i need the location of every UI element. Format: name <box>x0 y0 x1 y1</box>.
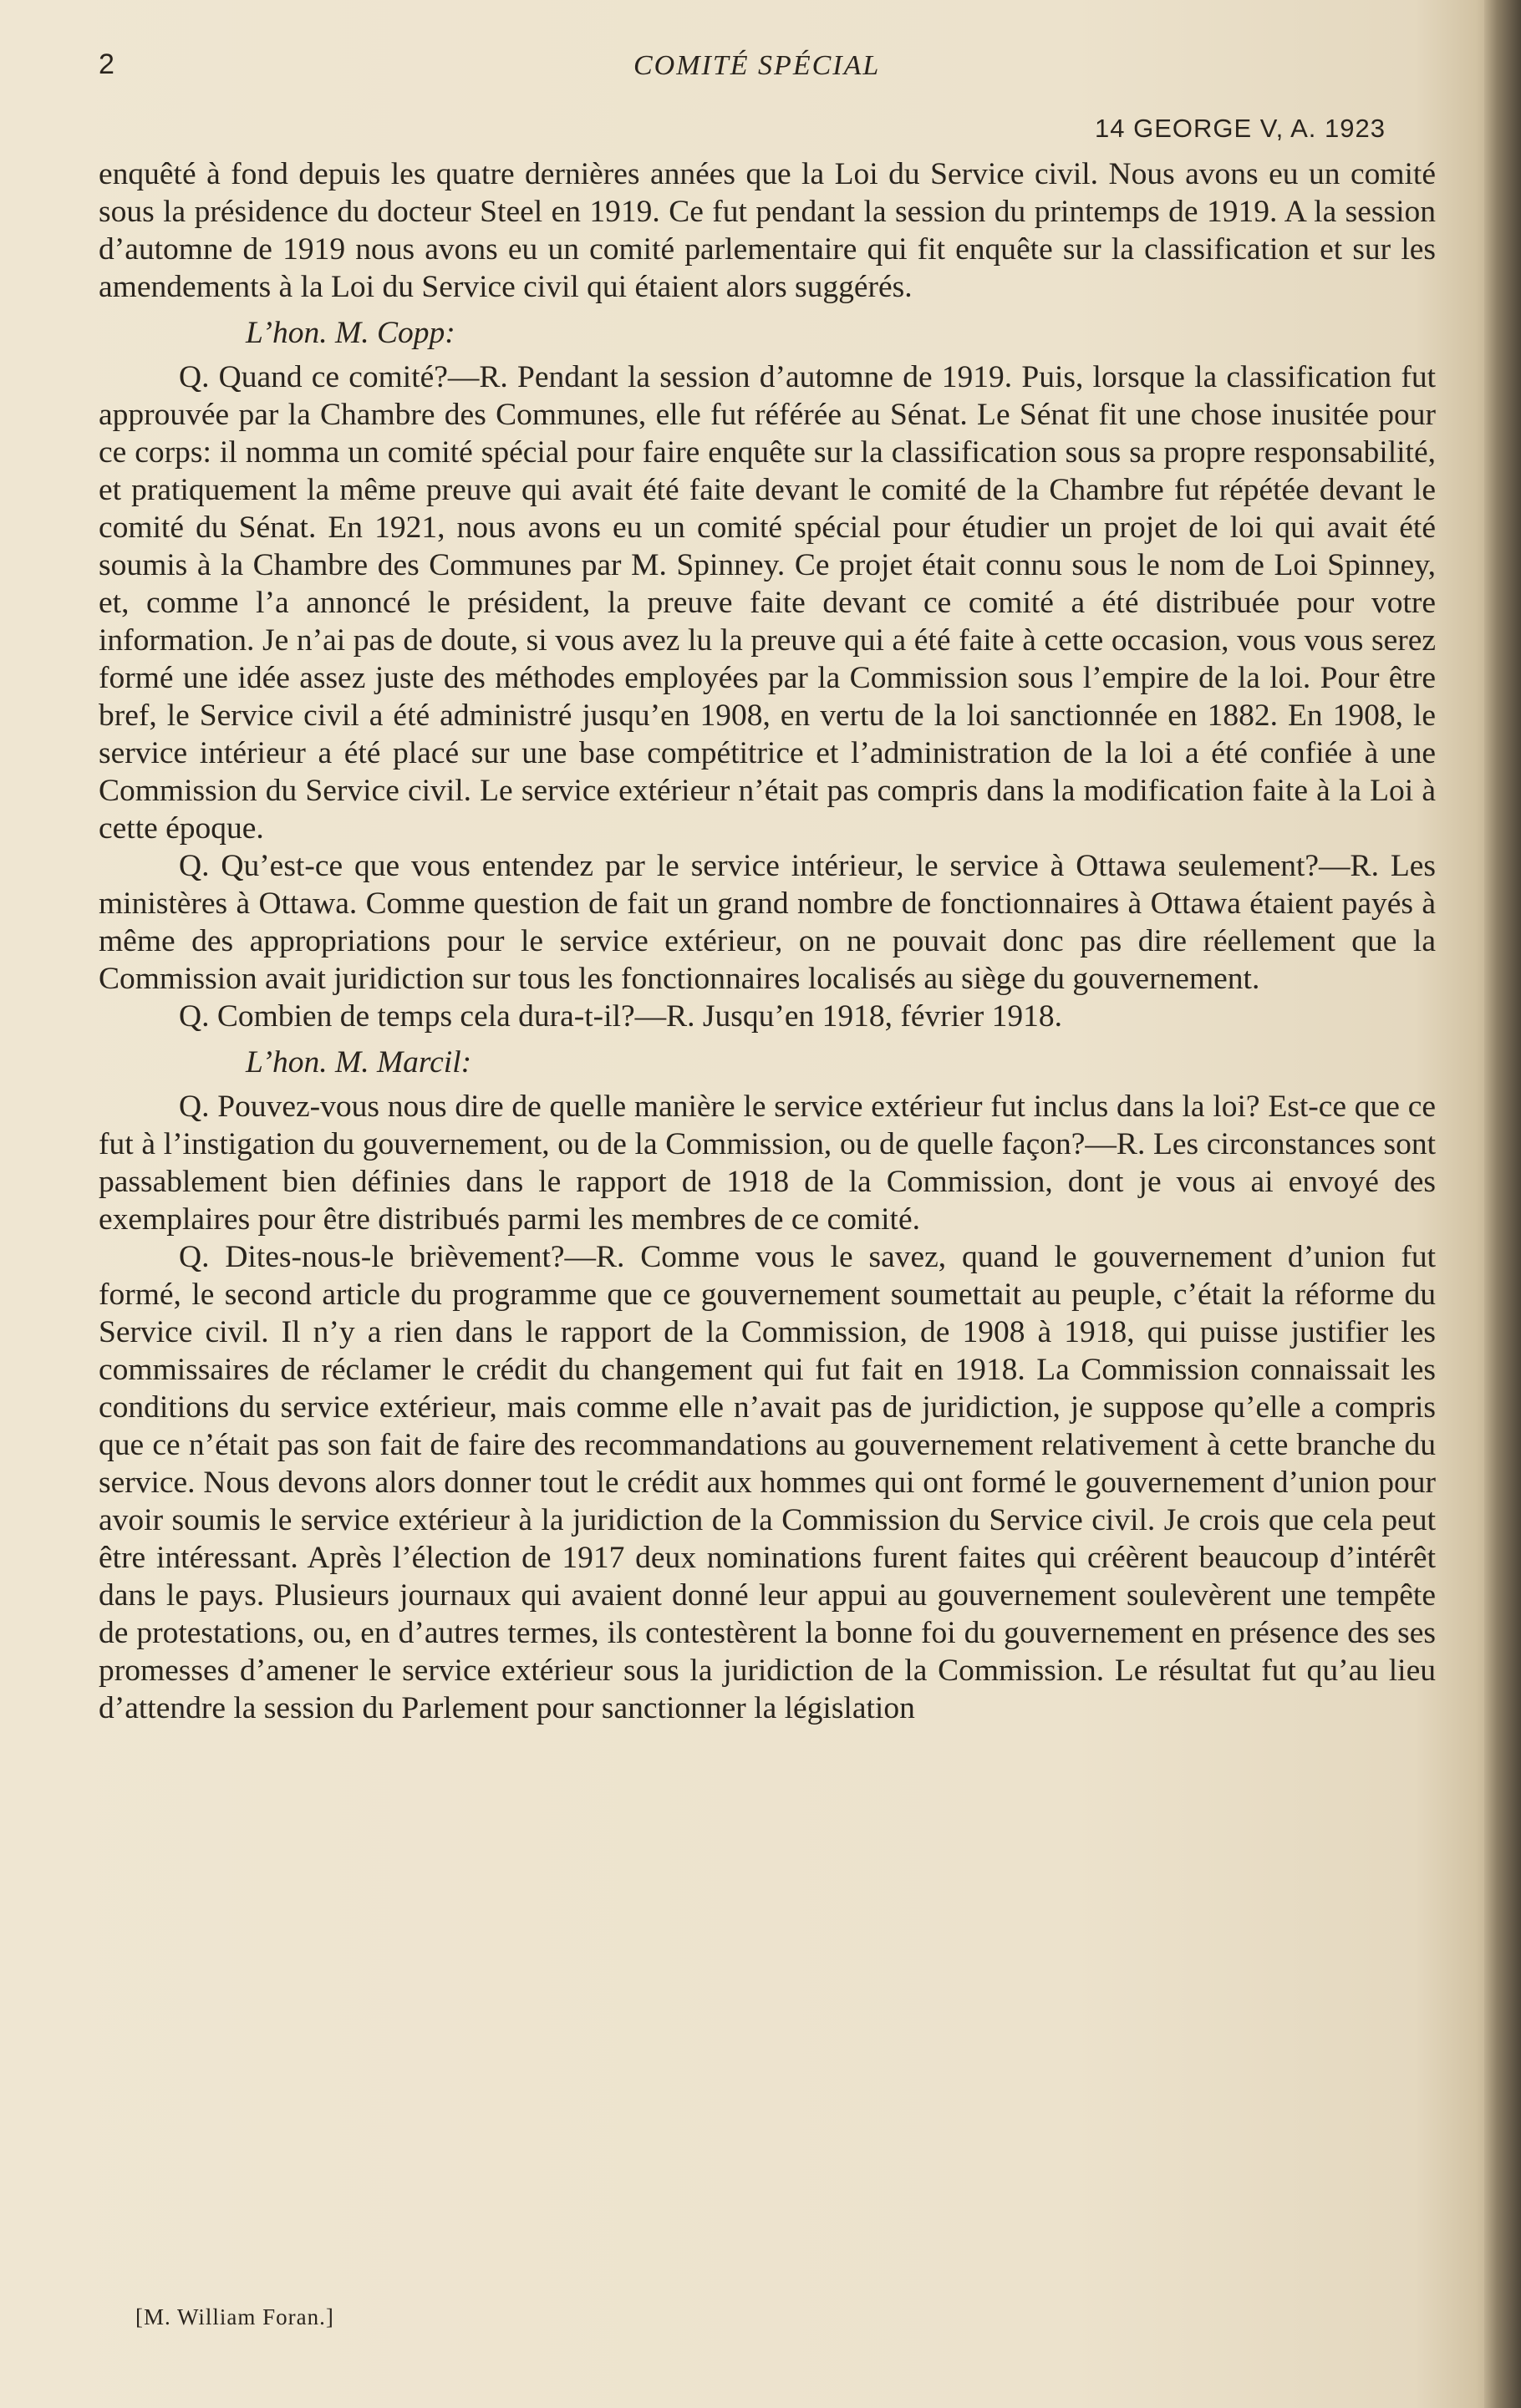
paragraph-qa-2: Q. Qu’est-ce que vous entendez par le service intérieur, le service à Ottawa seulement?—R. Les ministères à Ottawa. Comme question de fait un grand nombre de fonctionnaires à Ottawa étaient payés à même des appropriations pour le service extérieur, on ne pouvait donc pas dire réellement que la Commission avait juridiction sur tous les fonctionnaires localisés au siège du gouvernement. <box>99 849 1436 996</box>
witness-footer-note: [M. William Foran.] <box>135 2304 334 2329</box>
paragraph-qa-3: Q. Combien de temps cela dura-t-il?—R. Jusqu’en 1918, février 1918. <box>179 999 1063 1034</box>
speaker-heading-marcil: L’hon. M. Marcil: <box>246 1045 472 1080</box>
book-binding-edge <box>1484 0 1521 2408</box>
paragraph-qa-4: Q. Pouvez-vous nous dire de quelle manière le service extérieur fut inclus dans la loi? Est-ce que ce fut à l’instigation du gouvernement, ou de la Commission, ou de quelle façon?—R. Les circonstances sont passablement bien définies dans le rapport de 1918 de la Commission, dont je vous ai envoyé des exemplaires pour être distribués parmi les membres de ce comité. <box>99 1090 1436 1237</box>
paragraph-continuation: enquêté à fond depuis les quatre dernières années que la Loi du Service civil. Nous avons eu un comité sous la présidence du docteur Steel en 1919. Ce fut pendant la session du printemps de 1919. A la session d’automne de 1919 nous avons eu un comité parlementaire qui fit enquête sur la classification et sur les amendements à la Loi du Service civil qui étaient alors suggérés. <box>99 157 1436 304</box>
paragraph-qa-1: Q. Quand ce comité?—R. Pendant la session d’automne de 1919. Puis, lorsque la classification fut approuvée par la Chambre des Communes, elle fut référée au Sénat. Le Sénat fit une chose inusitée pour ce corps: il nomma un comité spécial pour faire enquête sur la classification sous sa propre responsabilité, et pratiquement la même preuve qui avait été faite devant le comité de la Chambre fut répétée devant le comité du Sénat. En 1921, nous avons eu un comité spécial pour étudier un projet de loi qui avait été soumis à la Chambre des Communes par M. Spinney. Ce projet était connu sous le nom de Loi Spinney, et, comme l’a annoncé le président, la preuve faite devant ce comité a été distribuée pour votre information. Je n’ai pas de doute, si vous avez lu la preuve qui a été faite à cette occasion, vous vous serez formé une idée assez juste des méthodes employées par la Commission sous l’empire de la loi. Pour être bref, le Service civil a été administré jusqu’en 1908, en vertu de la loi sanctionnée en 1882. En 1908, le service intérieur a été placé sur une base compétitrice et l’administration de la loi a été confiée à une Commission du Service civil. Le service extérieur n’était pas compris dans la modification faite à la Loi à cette époque. <box>99 360 1436 846</box>
page-number: 2 <box>99 48 114 80</box>
body-text <box>99 155 1436 1727</box>
running-title: COMITÉ SPÉCIAL <box>633 50 881 81</box>
paragraph-qa-5: Q. Dites-nous-le brièvement?—R. Comme vous le savez, quand le gouvernement d’union fut formé, le second article du programme que ce gouvernement soumettait au peuple, c’était la réforme du Service civil. Il n’y a rien dans le rapport de la Commission, de 1908 à 1918, qui puisse justifier les commissaires de réclamer le crédit du changement qui fut fait en 1918. La Commission connaissait les conditions du service extérieur, mais comme elle n’avait pas de juridiction, je suppose qu’elle a compris que ce n’était pas son fait de faire des recommandations au gouvernement relativement à cette branche du service. Nous devons alors donner tout le crédit aux hommes qui ont formé le gouvernement d’union pour avoir soumis le service extérieur à la juridiction de la Commission du Service civil. Je crois que cela peut être intéressant. Après l’élection de 1917 deux nominations furent faites qui créèrent beaucoup d’intérêt dans le pays. Plusieurs journaux qui avaient donné leur appui au gouvernement soulevèrent une tempête de protestations, ou, en d’autres termes, ils contestèrent la bonne foi du gouvernement en présence des ses promesses d’amener le service extérieur sous la juridiction de la Commission. Le résultat fut qu’au lieu d’attendre la session du Parlement pour sanctionner la législation <box>99 1240 1436 1725</box>
session-reference: 14 GEORGE V, A. 1923 <box>1095 114 1386 143</box>
speaker-heading-copp: L’hon. M. Copp: <box>246 316 455 350</box>
page-header <box>99 48 1436 90</box>
